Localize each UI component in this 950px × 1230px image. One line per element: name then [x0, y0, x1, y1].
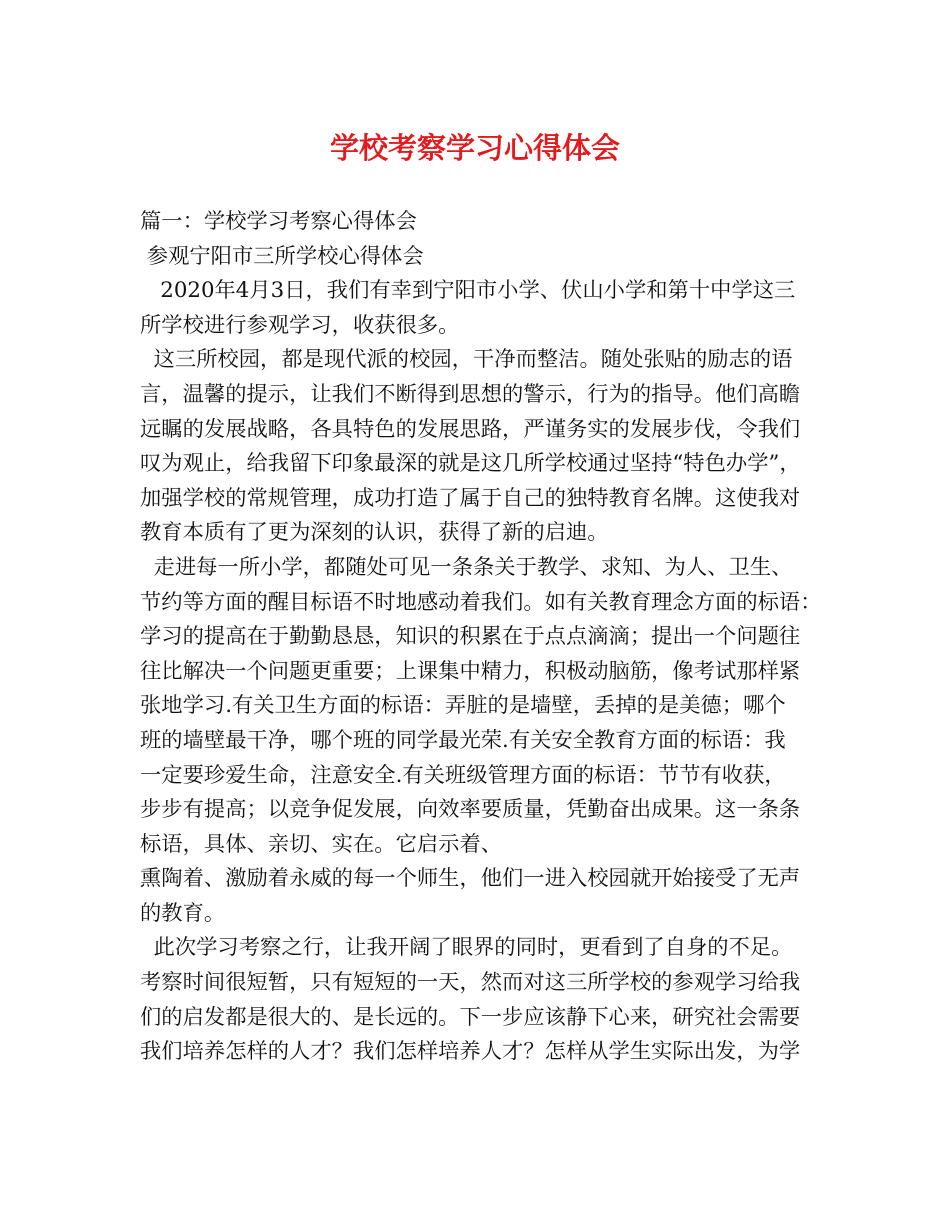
body-line: 2020年4月3日，我们有幸到宁阳市小学、伏山小学和第十中学这三	[140, 278, 796, 304]
body-line: 的教育。	[140, 900, 226, 926]
body-line: 教育本质有了更为深刻的认识，获得了新的启迪。	[140, 520, 609, 546]
body-line: 叹为观止，给我留下印象最深的就是这几所学校通过坚持“特色办学”，	[140, 451, 801, 477]
body-line: 所学校进行参观学习，收获很多。	[140, 312, 460, 338]
body-line: 学习的提高在于勤勤恳恳，知识的积累在于点点滴滴；提出一个问题往	[140, 624, 801, 650]
document-body	[140, 205, 820, 1070]
body-line: 们的启发都是很大的、是长远的。下一步应该静下心来，研究社会需要	[140, 1004, 801, 1030]
body-line: 此次学习考察之行，让我开阔了眼界的同时，更看到了自身的不足。	[140, 935, 793, 961]
body-line: 节约等方面的醒目标语不时地感动着我们。如有关教育理念方面的标语：	[140, 589, 822, 615]
body-line: 张地学习.有关卫生方面的标语：弄脏的是墙壁，丢掉的是美德；哪个	[140, 693, 786, 719]
body-line: 这三所校园，都是现代派的校园，干净而整洁。随处张贴的励志的语	[140, 347, 793, 373]
body-line: 班的墙壁最干净，哪个班的同学最光荣.有关安全教育方面的标语：我	[140, 727, 786, 753]
document-title: 学校考察学习心得体会	[329, 131, 620, 165]
body-line: 标语，具体、亲切、实在。它启示着、	[140, 831, 503, 857]
body-line: 熏陶着、激励着永威的每一个师生，他们一进入校园就开始接受了无声	[140, 866, 801, 892]
body-line: 往比解决一个问题更重要；上课集中精力，积极动脑筋，像考试那样紧	[140, 658, 801, 684]
body-line: 远瞩的发展战略，各具特色的发展思路，严谨务实的发展步伐，令我们	[140, 416, 801, 442]
body-line: 一定要珍爱生命，注意安全.有关班级管理方面的标语：节节有收获，	[140, 762, 786, 788]
body-line: 加强学校的常规管理，成功打造了属于自己的独特教育名牌。这使我对	[140, 485, 801, 511]
body-line: 考察时间很短暂，只有短短的一天，然而对这三所学校的参观学习给我	[140, 970, 801, 996]
body-line: 步步有提高；以竞争促发展，向效率要质量，凭勤奋出成果。这一条条	[140, 797, 801, 823]
body-line: 参观宁阳市三所学校心得体会	[140, 243, 424, 269]
body-line: 走进每一所小学，都随处可见一条条关于教学、求知、为人、卫生、	[140, 554, 793, 580]
body-line: 言，温馨的提示，让我们不断得到思想的警示，行为的指导。他们高瞻	[140, 381, 801, 407]
body-line: 我们培养怎样的人才？我们怎样培养人才？怎样从学生实际出发，为学	[140, 1039, 801, 1065]
body-line: 篇一：学校学习考察心得体会	[140, 209, 417, 234]
